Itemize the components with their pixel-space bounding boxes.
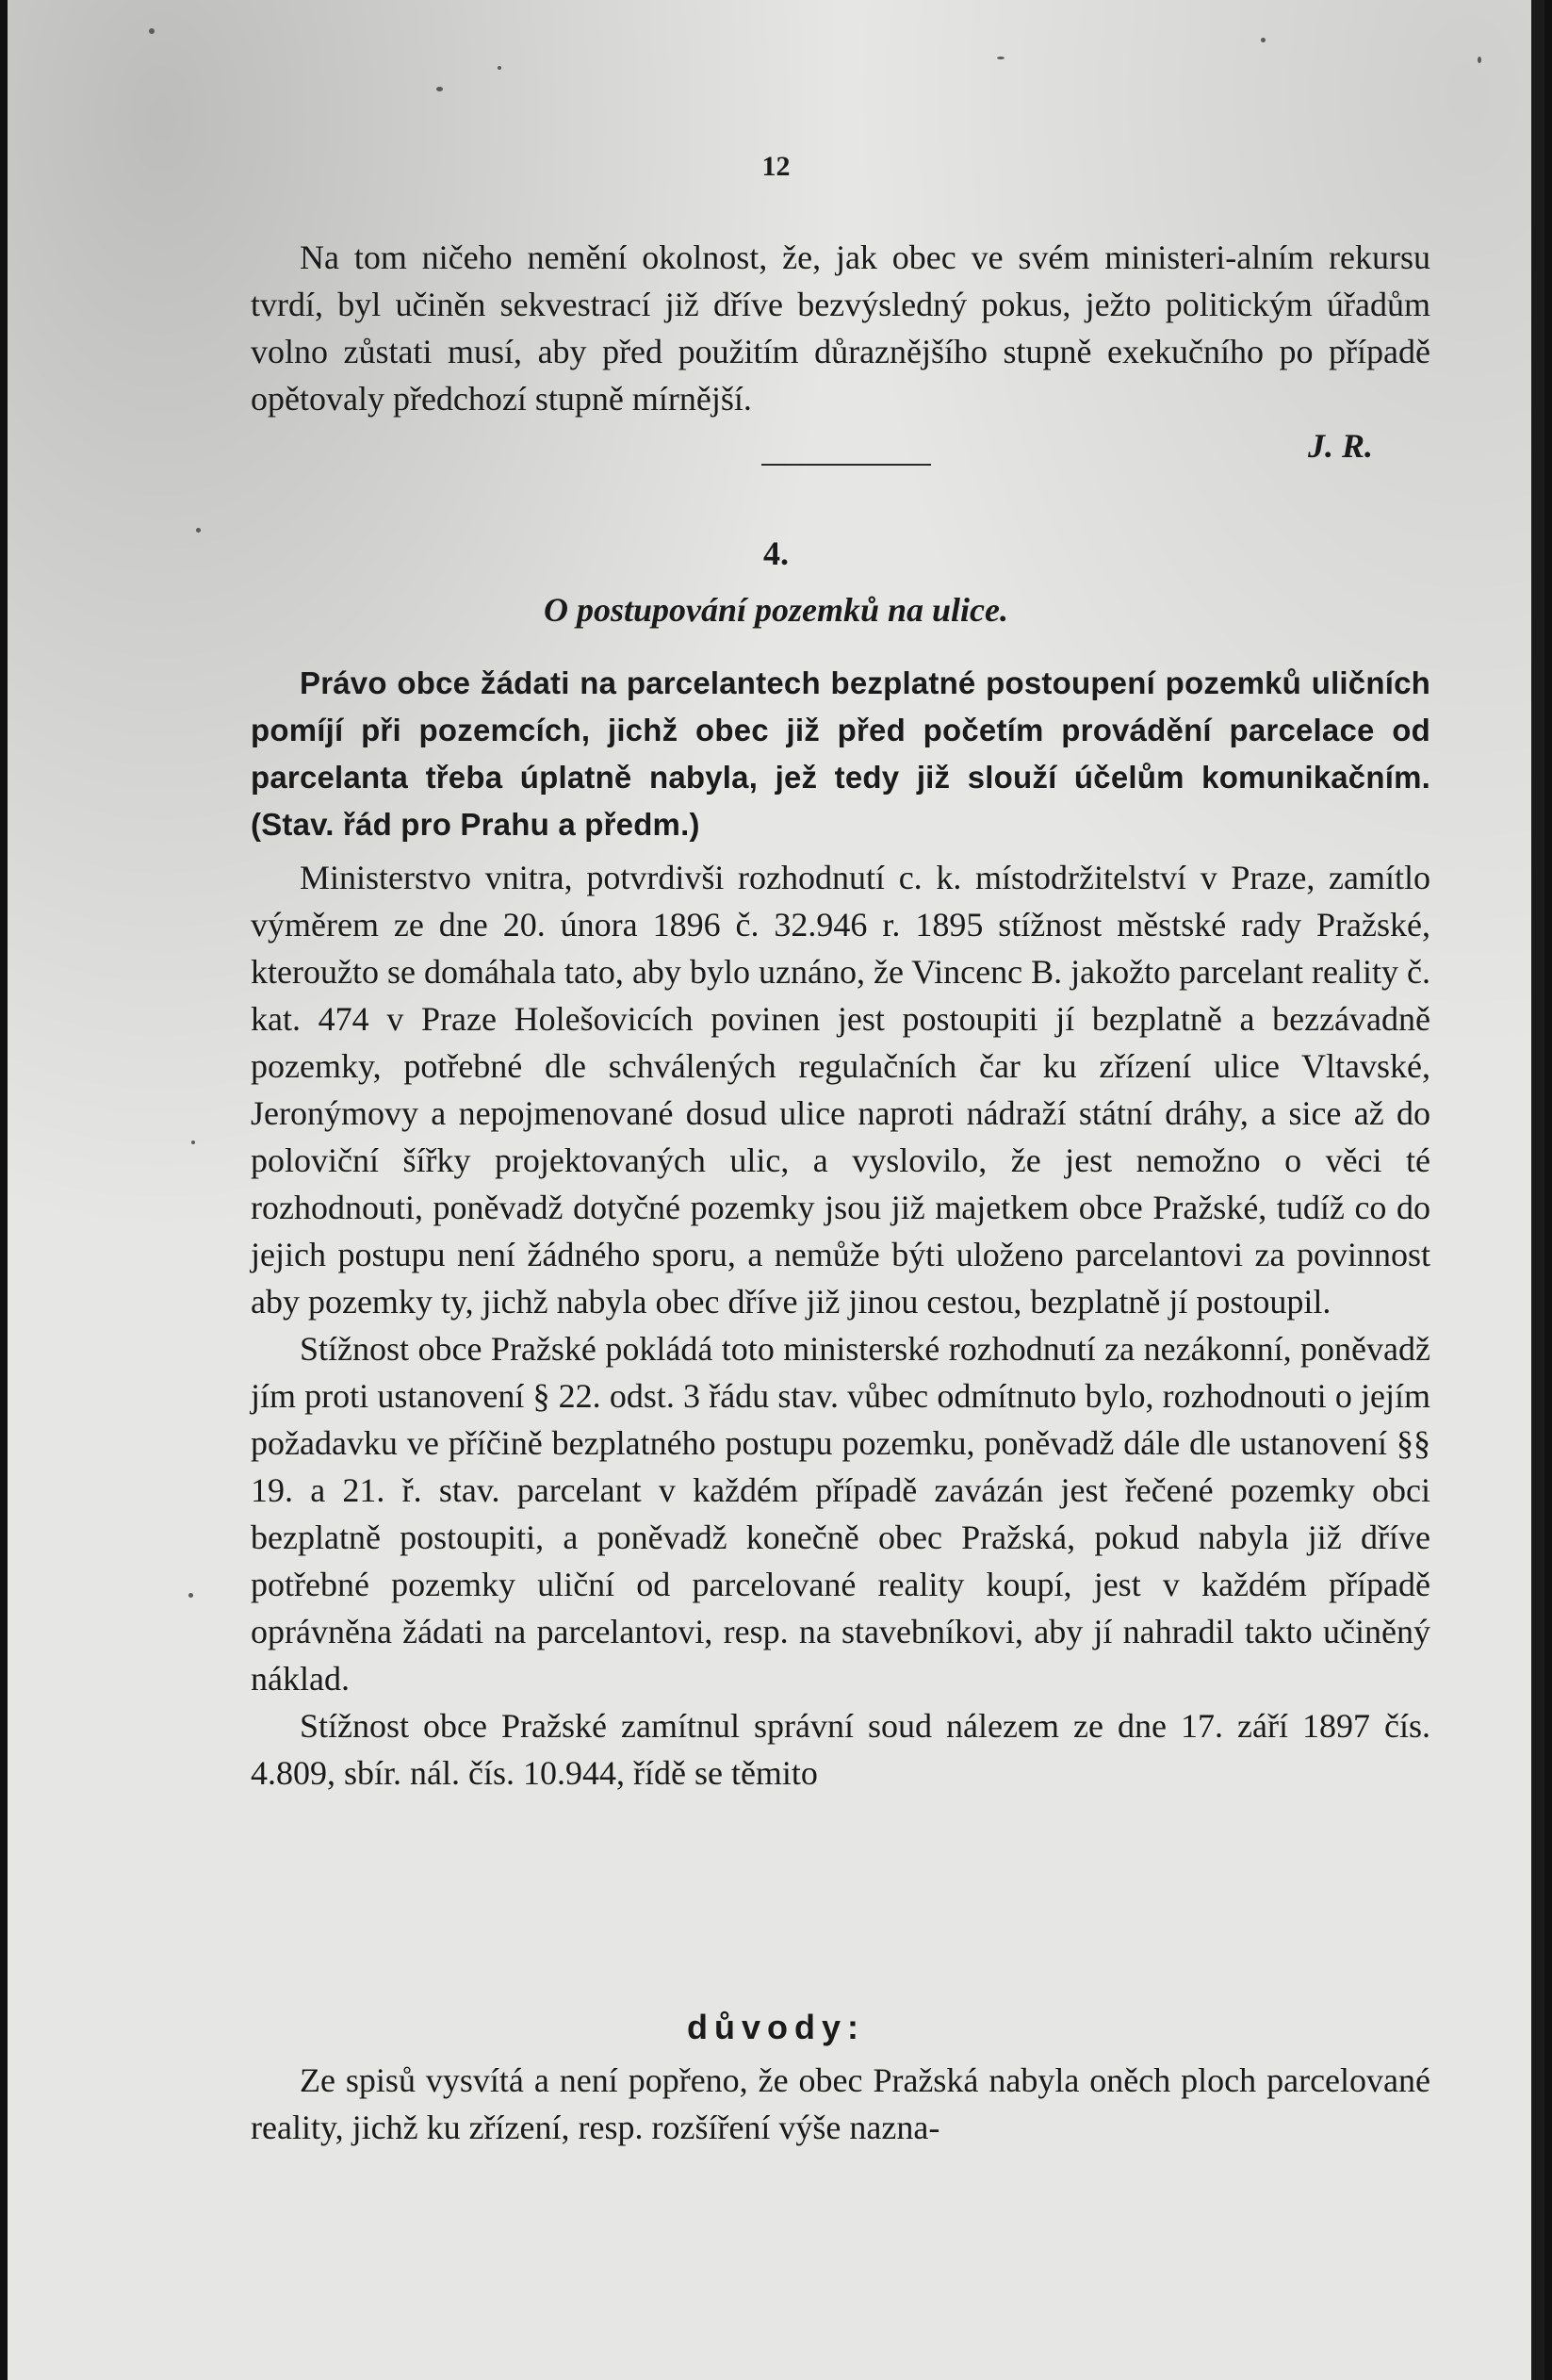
- closing-paragraph: [251, 2057, 1430, 2151]
- separator-rule: [761, 464, 931, 466]
- intro-paragraph-text: Na tom ničeho nemění okolnost, že, jak obec ve svém ministeri-alním rekursu tvrdí, byl učiněn sekvestrací již dříve bezvýsledný pokus, ježto politickým úřadům volno zůstati musí, aby před použitím důraznějšího stupně exekučního po případě opětovaly předchozí stupně mírnější.: [251, 238, 1430, 418]
- body-paragraphs: [251, 854, 1430, 1797]
- headnote: [251, 660, 1430, 848]
- body-paragraph: Ministerstvo vnitra, potvrdivši rozhodnutí c. k. místodržitelství v Praze, zamítlo výměrem ze dne 20. února 1896 č. 32.946 r. 1895 stížnost městské rady Pražské, kteroužto se domáhala tato, aby bylo uznáno, že Vincenc B. jakožto parcelant reality č. kat. 474 v Praze Holešovicích povinen jest postoupiti jí bezplatně a bezzávadně pozemky, potřebné dle schválených regulačních čar ku zřízení ulice Vltavské, Jeronýmovy a nepojmenované dosud ulice naproti nádraží státní dráhy, a sice až do poloviční šířky projektovaných ulic, a vyslovilo, že jest nemožno o věci té rozhodnouti, poněvadž dotyčné pozemky jsou již majetkem obce Pražské, tudíž co do jejich postupu není žádného sporu, a nemůže býti uloženo parcelantovi za povinnost aby pozemky ty, jichž nabyla obec dříve již jinou cestou, bezplatně jí postoupil.: [251, 859, 1430, 1321]
- reasons-heading: důvody:: [687, 2008, 865, 2046]
- page-number: 12: [761, 151, 791, 182]
- section-number: 4.: [763, 534, 789, 572]
- headnote-text: Právo obce žádati na parcelantech bezplatné postoupení pozemků uličních pomíjí při pozemcích, jichž obec již před početím provádění parcelace od parcelanta třeba úplatně nabyla, jež tedy již slouží účelům komunikačním. (Stav. řád pro Prahu a předm.): [251, 665, 1430, 842]
- intro-paragraph: [251, 234, 1430, 422]
- closing-paragraph-text: Ze spisů vysvítá a není popřeno, že obec Pražská nabyla oněch ploch parcelované reality, jichž ku zřízení, resp. rozšíření výše nazna-: [251, 2061, 1430, 2146]
- body-paragraph: Stížnost obce Pražské pokládá toto ministerské rozhodnutí za nezákonní, poněvadž jím proti ustanovení § 22. odst. 3 řádu stav. vůbec odmítnuto bylo, rozhodnouti o jejím požadavku ve příčině bezplatného postupu pozemku, poněvadž dále dle ustanovení §§ 19. a 21. ř. stav. parcelant v každém případě zavázán jest řečené pozemky obci bezplatně postoupiti, a poněvadž konečně obec Pražská, pokud nabyla již dříve potřebné pozemky uliční od parcelované reality koupí, jest v každém případě oprávněna žádati na parcelantovi, resp. na stavebníkovi, aby jí nahradil takto učiněný náklad.: [251, 1330, 1430, 1698]
- section-title: O postupování pozemků na ulice.: [543, 591, 1009, 629]
- document-page: [8, 0, 1544, 2380]
- body-paragraph: Stížnost obce Pražské zamítnul správní soud nálezem ze dne 17. září 1897 čís. 4.809, sbír. nál. čís. 10.944, řídě se těmito: [251, 1707, 1430, 1792]
- author-signature: J. R.: [1308, 427, 1374, 465]
